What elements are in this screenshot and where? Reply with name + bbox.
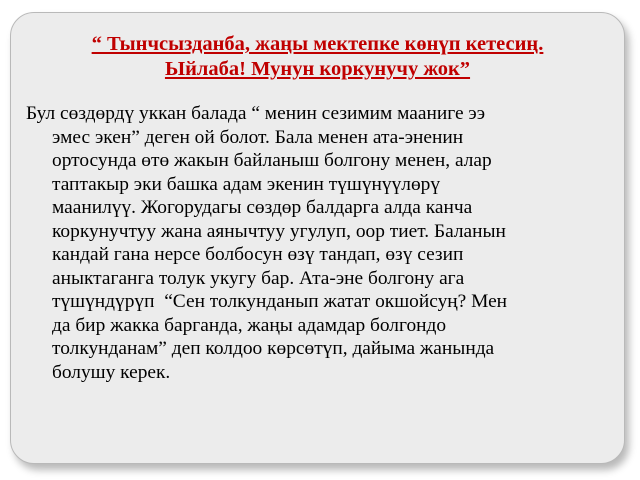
body-line-5: маанилүү. Жогорудагы сөздөр балдарга алда канча [52,197,473,218]
body-line-12: болушу керек. [52,361,171,383]
title-line-1: “ Тынчсызданба, жаңы мектепке көнүп кетесиң. [91,33,544,55]
slide-title [20,32,615,82]
title-line-2: Ыйлаба! Мунун коркунучу жок” [164,58,471,80]
body-line-9: түшүндүрүп “Сен толкунданып жатат окшойсуң? Мен [52,291,508,312]
body-line-10: да бир жакка барганда, жаңы адамдар болгондо [52,314,447,336]
body-line-2: эмес экен” деген ой болот. Бала менен ата-эненин [52,126,464,148]
body-line-6: коркунучтуу жана аянычтуу угулуп, оор тиет. Баланын [52,220,506,242]
body-line-8: аныктаганга толук укугу бар. Ата-эне болгону ага [52,267,465,289]
body-line-4: таптакыр эки башка адам экенин түшүнүүлөрү [52,173,441,195]
body-line-1: Бул сөздөрдү уккан балада “ менин сезимим мааниге ээ [26,103,486,124]
body-line-7: кандай гана нерсе болбосун өзү тандап, өзү сезип [52,244,464,265]
body-paragraph [26,102,624,384]
body-line-3: ортосунда өтө жакын байланыш болгону менен, алар [52,150,492,171]
body-line-11: толкунданам” деп колдоо көрсөтүп, дайыма жанында [52,338,495,359]
